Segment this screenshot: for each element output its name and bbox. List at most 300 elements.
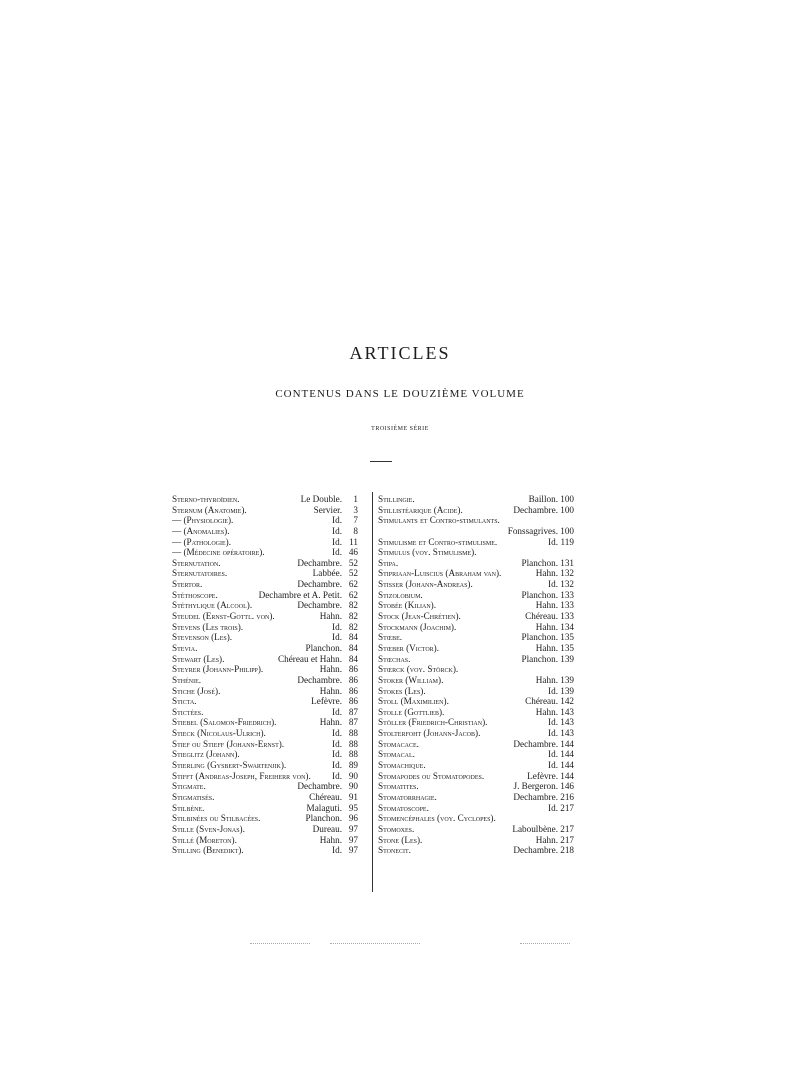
entry-author: Chéreau.	[525, 696, 558, 707]
index-entry	[172, 526, 358, 537]
index-entry	[378, 749, 574, 760]
entry-term: Sternum (Anatomie).	[172, 504, 247, 515]
index-entry	[172, 728, 358, 739]
index-entry	[378, 505, 574, 516]
entry-author: Dechambre.	[297, 579, 342, 590]
index-entry	[172, 611, 358, 622]
entry-reference	[313, 824, 358, 835]
entry-term: — (Physiologie).	[172, 515, 234, 526]
entry-page: 217	[560, 823, 574, 834]
entry-term: Stomapodes ou Stomatopodes.	[378, 770, 485, 781]
index-entry	[378, 696, 574, 707]
index-entry	[172, 664, 358, 675]
entry-author: Planchon.	[521, 589, 558, 600]
entry-term: Stigmatisés.	[172, 791, 215, 802]
entry-author: Id.	[548, 579, 558, 590]
entry-term: Stierling (Gysbert-Swartenjik).	[172, 760, 287, 771]
entry-term: Stoll (Maximilien).	[378, 696, 449, 707]
entry-term: Sternutatoires.	[172, 568, 228, 579]
entry-term: Stertor.	[172, 579, 203, 590]
index-entry	[172, 717, 358, 728]
index-entry	[378, 568, 574, 579]
entry-reference	[332, 845, 358, 856]
index-entry	[378, 494, 574, 505]
entry-term: Stolle (Gottlieb).	[378, 706, 445, 717]
entry-term: Stockmann (Joachim).	[378, 621, 457, 632]
entry-reference	[332, 707, 358, 718]
index-entry	[378, 611, 574, 622]
entry-author: Planchon.	[305, 813, 342, 824]
index-entry	[378, 622, 574, 633]
entry-term: Steyrer (Johann-Philipp).	[172, 664, 264, 675]
entry-term: — (Médecine opératoire).	[172, 547, 265, 558]
entry-page: 143	[560, 728, 574, 739]
index-entry	[172, 654, 358, 665]
entry-reference	[536, 600, 574, 611]
page-subtitle: CONTENUS DANS LE DOUZIÈME VOLUME	[275, 388, 525, 400]
entry-reference	[306, 813, 359, 824]
index-entry	[172, 835, 358, 846]
page-title: ARTICLES	[349, 343, 451, 363]
entry-reference	[536, 622, 574, 633]
entry-author: Dechambre.	[297, 557, 342, 568]
entry-author: Hahn.	[535, 642, 558, 653]
left-column	[172, 494, 358, 856]
entry-reference	[297, 600, 358, 611]
index-entry	[172, 643, 358, 654]
entry-term: Stimulants et Contro-stimulants.	[378, 515, 500, 526]
entry-author: Le Double.	[300, 494, 342, 504]
entry-term: Stieglitz (Johann).	[172, 749, 240, 760]
entry-author: Dechambre.	[297, 674, 342, 685]
entry-page: 88	[348, 728, 358, 739]
entry-reference	[548, 537, 574, 548]
entry-author: Hahn.	[319, 685, 342, 696]
entry-reference	[548, 579, 574, 590]
entry-term: Stilbinées ou Stilbacées.	[172, 813, 261, 824]
index-entry	[172, 675, 358, 686]
entry-page: 86	[348, 696, 358, 707]
entry-term: Stieck (Nicolaus-Ulrich).	[172, 728, 266, 739]
entry-page: 3	[353, 504, 358, 515]
entry-reference	[297, 675, 358, 686]
entry-author: Hahn.	[535, 706, 558, 717]
entry-page: 143	[560, 706, 574, 717]
entry-term: Stomatites.	[378, 781, 419, 792]
entry-reference	[513, 739, 574, 750]
index-entry	[172, 771, 358, 782]
entry-author: Id.	[332, 515, 342, 526]
entry-term: Stiebel (Salomon-Friedrich).	[172, 717, 277, 728]
index-entry	[172, 813, 358, 824]
index-entry	[378, 771, 574, 782]
entry-reference	[536, 568, 574, 579]
entry-page: 217	[560, 834, 574, 845]
entry-page: 133	[560, 600, 574, 611]
entry-reference	[513, 845, 574, 856]
entry-term: Steudel (Ernst-Gottl. von).	[172, 611, 275, 622]
index-entry	[172, 803, 358, 814]
entry-author: Dechambre.	[513, 845, 558, 856]
index-entry	[378, 717, 574, 728]
entry-author: Id.	[332, 749, 342, 760]
index-entry	[378, 845, 574, 856]
index-entry	[172, 494, 358, 505]
entry-reference	[332, 547, 358, 558]
entry-page: 133	[560, 611, 574, 622]
entry-page: 86	[348, 685, 358, 696]
entry-page: 46	[348, 547, 358, 558]
entry-author: Labbée.	[312, 568, 342, 579]
index-entry	[378, 760, 574, 771]
entry-page: 52	[348, 568, 358, 579]
index-entry	[172, 696, 358, 707]
entry-term: Stomencéphales (voy. Cyclopes).	[378, 813, 496, 824]
entry-page: 1	[353, 494, 358, 504]
entry-page: 132	[560, 568, 574, 579]
index-entry	[172, 579, 358, 590]
entry-author: Baillon.	[528, 494, 558, 504]
index-entry	[378, 813, 574, 824]
entry-page: 84	[348, 642, 358, 653]
entry-term: Stictées.	[172, 706, 204, 717]
entry-reference	[313, 568, 358, 579]
index-entry	[378, 547, 574, 558]
index-entry	[378, 664, 574, 675]
entry-reference	[548, 686, 574, 697]
entry-page: 139	[560, 685, 574, 696]
entry-page: 135	[560, 642, 574, 653]
entry-reference	[332, 515, 358, 526]
index-entry	[378, 739, 574, 750]
index-entry	[378, 643, 574, 654]
index-entry	[378, 835, 574, 846]
entry-author: Id.	[332, 632, 342, 643]
index-entry	[378, 792, 574, 803]
entry-term: Stimulisme et Contro-stimulisme.	[378, 536, 498, 547]
entry-term: Stomacal.	[378, 749, 415, 760]
entry-author: Id.	[332, 547, 342, 558]
entry-reference	[522, 654, 575, 665]
entry-reference	[297, 579, 358, 590]
entry-page: 84	[348, 653, 358, 664]
entry-term: Stigmate.	[172, 781, 206, 792]
index-entry	[172, 739, 358, 750]
entry-reference	[536, 707, 574, 718]
entry-page: 90	[348, 781, 358, 792]
index-entry	[172, 707, 358, 718]
entry-author: Id.	[548, 760, 558, 771]
entry-author: Chéreau et Hahn.	[277, 653, 342, 664]
entry-reference	[512, 824, 574, 835]
entry-author: Id.	[332, 760, 342, 771]
entry-page: 216	[560, 791, 574, 802]
entry-term: Stevenson (Les).	[172, 632, 233, 643]
entry-author: Id.	[332, 525, 342, 536]
index-entry	[172, 760, 358, 771]
entry-term: Stœchas.	[378, 653, 411, 664]
entry-page: 217	[560, 802, 574, 813]
entry-author: Lefèvre.	[527, 770, 558, 781]
entry-author: Chéreau.	[525, 611, 558, 622]
entry-author: Dechambre.	[513, 504, 558, 515]
entry-reference	[307, 803, 358, 814]
entry-page: 88	[348, 738, 358, 749]
entry-page: 11	[349, 536, 358, 547]
entry-reference	[529, 494, 574, 505]
entry-reference	[297, 781, 358, 792]
entry-author: Id.	[548, 717, 558, 728]
entry-page: 82	[348, 611, 358, 622]
entry-author: Servier.	[313, 504, 342, 515]
entry-page: 62	[348, 589, 358, 600]
entry-author: Planchon.	[521, 632, 558, 643]
title-rule	[370, 461, 392, 462]
index-entry	[172, 749, 358, 760]
entry-page: 88	[348, 749, 358, 760]
entry-term: Sternutation.	[172, 557, 221, 568]
entry-page: 139	[560, 674, 574, 685]
entry-author: Planchon.	[521, 557, 558, 568]
index-entry	[378, 728, 574, 739]
entry-term: Stillé (Moreton).	[172, 834, 237, 845]
entry-author: Hahn.	[319, 717, 342, 728]
entry-page: 82	[348, 621, 358, 632]
index-entry	[172, 632, 358, 643]
entry-term: Stilbène.	[172, 802, 205, 813]
entry-author: Dechambre.	[513, 791, 558, 802]
entry-reference	[320, 664, 358, 675]
index-entry	[172, 558, 358, 569]
entry-page: 146	[560, 781, 574, 792]
series-label: TROISIÈME SÉRIE	[371, 426, 429, 432]
entry-page: 134	[560, 621, 574, 632]
entry-reference	[332, 739, 358, 750]
entry-reference	[301, 494, 358, 505]
entry-page: 84	[348, 632, 358, 643]
entry-author: Dechambre et A. Petit.	[258, 589, 342, 600]
entry-term: Stoker (William).	[378, 674, 444, 685]
entry-reference	[320, 611, 358, 622]
entry-author: Id.	[332, 845, 342, 856]
entry-author: Hahn.	[535, 568, 558, 579]
entry-reference	[332, 771, 358, 782]
entry-term: Stœrck (voy. Störck).	[378, 664, 459, 675]
entry-term: Stöller (Friedrich-Christian).	[378, 717, 488, 728]
entry-reference	[309, 792, 358, 803]
index-entry	[172, 686, 358, 697]
entry-term: Stizolobium.	[378, 589, 423, 600]
index-entry	[378, 515, 574, 536]
entry-reference	[311, 696, 358, 707]
entry-reference	[314, 505, 358, 516]
entry-author: Lefèvre.	[311, 696, 342, 707]
entry-term: Sterno-thyroïdien.	[172, 494, 240, 504]
entry-page: 100	[560, 525, 574, 536]
entry-author: Id.	[332, 770, 342, 781]
index-entry	[378, 781, 574, 792]
entry-term: Stokes (Les).	[378, 685, 426, 696]
entry-author: Planchon.	[521, 653, 558, 664]
entry-page: 52	[348, 557, 358, 568]
entry-page: 90	[348, 770, 358, 781]
index-entry	[172, 845, 358, 856]
entry-author: Planchon.	[305, 642, 342, 653]
entry-reference	[332, 760, 358, 771]
entry-term: Stock (Jean-Chrétien).	[378, 611, 461, 622]
index-entry	[172, 515, 358, 526]
index-entry	[172, 537, 358, 548]
entry-term: Sthénie.	[172, 674, 202, 685]
entry-term: Stevia.	[172, 642, 198, 653]
entry-page: 143	[560, 717, 574, 728]
entry-reference	[332, 537, 358, 548]
entry-term: Stolterfoht (Johann-Jacob).	[378, 728, 481, 739]
index-entry	[172, 824, 358, 835]
entry-term: Stipa.	[378, 557, 399, 568]
entry-author: Hahn.	[535, 834, 558, 845]
index-entry	[378, 803, 574, 814]
entry-reference	[548, 728, 574, 739]
entry-term: Stief ou Stieff (Johann-Ernst).	[172, 738, 285, 749]
column-divider	[372, 492, 373, 892]
index-entry	[378, 579, 574, 590]
entry-author: Malaguti.	[306, 802, 342, 813]
footer-rule	[520, 943, 570, 944]
entry-term: Stéthylique (Alcool).	[172, 600, 253, 611]
entry-term: Stone (Les).	[378, 834, 423, 845]
index-entry	[172, 590, 358, 601]
entry-term: Stomatoscope.	[378, 802, 429, 813]
entry-term: Stiche (José).	[172, 685, 221, 696]
index-entry	[378, 590, 574, 601]
entry-page: 97	[348, 823, 358, 834]
entry-page: 144	[560, 760, 574, 771]
entry-term: Stevens (Les trois).	[172, 621, 244, 632]
entry-author: Hahn.	[319, 611, 342, 622]
entry-page: 86	[348, 664, 358, 675]
index-entry	[172, 781, 358, 792]
entry-page: 62	[348, 579, 358, 590]
index-entry	[172, 792, 358, 803]
entry-page: 86	[348, 674, 358, 685]
entry-page: 100	[560, 494, 574, 504]
entry-page: 96	[348, 813, 358, 824]
entry-term-continued: Fonssagrives.	[507, 525, 558, 536]
entry-reference	[522, 590, 575, 601]
entry-page: 8	[353, 525, 358, 536]
entry-page: 139	[560, 653, 574, 664]
entry-term: Stillingie.	[378, 494, 415, 504]
entry-term: Stéthoscope.	[172, 589, 218, 600]
entry-reference	[320, 717, 358, 728]
entry-reference	[525, 611, 574, 622]
entry-term: Stillistéarique (Acide).	[378, 504, 463, 515]
entry-reference	[548, 749, 574, 760]
entry-reference	[278, 654, 358, 665]
entry-author: Dechambre.	[297, 781, 342, 792]
entry-author: Id.	[332, 738, 342, 749]
entry-reference	[259, 590, 358, 601]
entry-reference	[306, 643, 359, 654]
entry-author: Id.	[548, 802, 558, 813]
entry-term: Stifft (Andreas-Joseph, Freiherr von).	[172, 770, 311, 781]
entry-author: Id.	[332, 536, 342, 547]
entry-page: 218	[560, 845, 574, 856]
entry-term: Stipriaan-Luiscius (Abraham van).	[378, 568, 502, 579]
entry-reference	[548, 760, 574, 771]
index-entry	[378, 600, 574, 611]
index-entry	[378, 537, 574, 548]
entry-reference	[320, 835, 358, 846]
entry-author: Hahn.	[535, 674, 558, 685]
entry-term: Stomacace.	[378, 738, 419, 749]
entry-author: Hahn.	[319, 664, 342, 675]
index-entry	[378, 707, 574, 718]
entry-author: Id.	[332, 706, 342, 717]
entry-reference	[332, 728, 358, 739]
entry-author: J. Bergeron.	[513, 781, 558, 792]
entry-page: 97	[348, 834, 358, 845]
entry-reference	[332, 632, 358, 643]
entry-author: Dechambre.	[513, 738, 558, 749]
entry-reference	[536, 835, 574, 846]
entry-page: 144	[560, 749, 574, 760]
entry-term: — (Anomalies).	[172, 525, 230, 536]
entry-reference	[522, 632, 575, 643]
entry-reference	[320, 686, 358, 697]
entry-term: Stewart (Les).	[172, 653, 225, 664]
entry-author: Id.	[332, 728, 342, 739]
entry-page: 7	[353, 515, 358, 526]
entry-author: Hahn.	[535, 600, 558, 611]
entry-page: 144	[560, 770, 574, 781]
entry-page: 100	[560, 504, 574, 515]
entry-reference	[514, 781, 574, 792]
index-entry	[378, 675, 574, 686]
entry-term: Stœber (Victor).	[378, 642, 440, 653]
entry-reference	[332, 622, 358, 633]
entry-author: Dureau.	[312, 823, 342, 834]
entry-author: Id.	[548, 728, 558, 739]
entry-reference	[332, 526, 358, 537]
entry-author: Hahn.	[535, 621, 558, 632]
entry-page: 144	[560, 738, 574, 749]
entry-term: Stonecit.	[378, 845, 411, 856]
entry-term: Stisser (Johann-Andreas).	[378, 579, 473, 590]
entry-page: 135	[560, 632, 574, 643]
index-entry	[378, 654, 574, 665]
entry-reference	[522, 558, 575, 569]
entry-page: 91	[348, 791, 358, 802]
entry-term: Stœbe.	[378, 632, 403, 643]
entry-author: Id.	[548, 749, 558, 760]
entry-page: 87	[348, 717, 358, 728]
entry-term: Stomachique.	[378, 760, 426, 771]
entry-reference	[513, 505, 574, 516]
index-entry	[378, 632, 574, 643]
index-entry	[172, 505, 358, 516]
right-column	[378, 494, 574, 856]
entry-page: 95	[348, 802, 358, 813]
footer-rule	[330, 943, 420, 944]
entry-author: Chéreau.	[309, 791, 342, 802]
entry-author: Hahn.	[319, 834, 342, 845]
index-entry	[172, 547, 358, 558]
entry-page: 132	[560, 579, 574, 590]
entry-reference	[548, 803, 574, 814]
entry-reference	[513, 792, 574, 803]
